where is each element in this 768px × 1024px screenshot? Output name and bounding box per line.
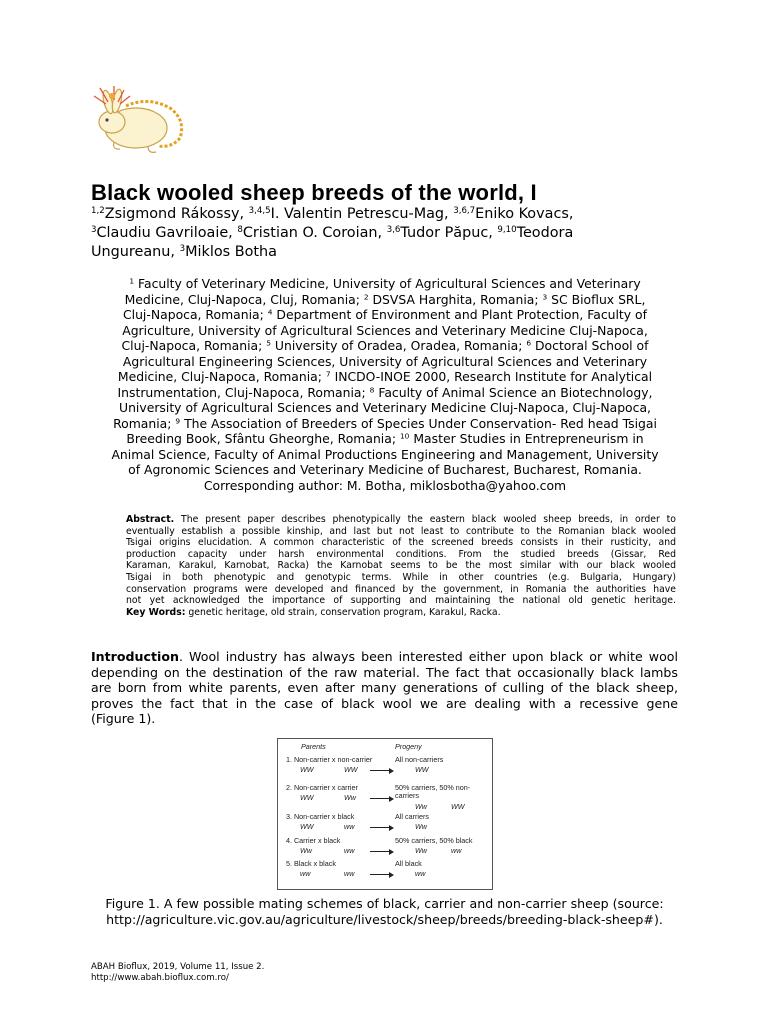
text-run: Medicine, Cluj-Napoca, Romania; [117,369,326,384]
abstract-text: conservation programs were developed and financed by the government, in Romania the authorities have [126,583,676,595]
figure-genotype: Ww [415,822,427,831]
arrow-right-icon [370,874,392,875]
abstract-text: production capacity under harsh environmental conditions. From the studied breeds (Gissar, Red [126,548,676,560]
text-run: Romania; [113,415,176,431]
author-list [91,205,681,262]
text-run: Miklos Botha [185,244,277,260]
text-run: University of Agricultural Sciences and Veterinary Medicine Cluj-Napoca, Cluj-Napoca, [119,400,651,415]
abstract-text: Karaman, Karakul, Karnobat, Racka) the Karnobat seems to be the most similar with our black wooled [126,560,676,572]
figure-progeny: 50% carriers, 50% black [395,836,473,845]
affiliation-line [92,385,678,401]
abstract-text: The present paper describes phenotypically the eastern black wooled sheep breeds, in order to [174,514,676,525]
paper-title: Black wooled sheep breeds of the world, I [91,180,537,205]
text-run: Cristian O. Coroian, [242,225,387,241]
abstract-line [126,572,676,584]
figure-header-progeny: Progeny [395,742,422,751]
text-run: Master Studies in Entrepreneurism in [409,431,644,446]
text-run: SC Bioflux SRL, [547,291,646,307]
text-run: Teodora [516,225,574,241]
figure-progeny: 50% carriers, 50% non- [395,783,471,792]
keywords-text: genetic heritage, old strain, conservation program, Karakul, Racka. [185,606,501,618]
affiliation-line [92,354,678,370]
text-run: Claudiu Gavriloaie, [96,225,238,241]
abstract [126,514,676,618]
text-run: of Agronomic Sciences and Veterinary Medicine of Bucharest, Bucharest, Romania. [128,462,642,477]
text-run: Medicine, Cluj-Napoca, Cluj, Romania; [124,291,364,307]
figure-genotype: Ww [344,793,356,802]
figure-genotype: ww [344,869,355,878]
figure-cross: 3. Non-carrier x black [286,812,355,821]
superscript-marker: 3 [542,292,548,302]
figure-progeny: carriers [395,791,419,800]
affiliation-line [92,276,678,292]
text-run: I. Valentin Petrescu-Mag, [270,206,454,222]
intro-line [91,649,678,665]
text-run: Faculty of Veterinary Medicine, University of Agricultural Sciences and Veterinary [134,276,641,291]
superscript-marker: 3,6 [386,224,401,235]
text-run: Faculty of Animal Science an Biotechnology, [374,384,653,400]
figure-genotype: ww [300,869,311,878]
abstract-line [126,526,676,538]
intro-text: depending on the destination of the raw material. The fact that occasionally black lambs [91,664,678,680]
superscript-marker: 5 [266,338,271,348]
figure-cross: 2. Non-carrier x carrier [286,783,358,792]
affiliation-line [92,307,678,323]
abstract-text: not yet acknowledged the importance of supporting and maintaining the national old genetic heritage. [126,595,676,607]
caption-line: http://agriculture.vic.gov.au/agriculture/livestock/sheep/breeds/breeding-black-sheep#). [106,912,663,927]
intro-line [91,696,678,712]
affiliation-line [92,338,678,354]
superscript-marker: 7 [325,369,331,379]
affiliation-line [92,292,678,308]
figure-genotype: Ww [415,846,427,855]
abstract-line [126,514,676,526]
figure-mating-schemes [277,738,493,890]
footer-url[interactable]: http://www.abah.bioflux.com.ro/ [91,972,229,983]
superscript-marker: 3 [91,224,97,235]
page-footer [91,962,491,983]
intro-text: proves the fact that in the case of black wool we are dealing with a recessive gene [91,695,678,711]
text-run: Cluj-Napoca, Romania; [121,338,267,353]
text-run: Agriculture, University of Agricultural Sciences and Veterinary Medicine Cluj-Napoca, [122,322,648,338]
intro-line [91,711,678,727]
abstract-text: Tsigai in both phenotypic and genotypic terms. While in other countries (e.g. Bulgaria, Hungary) [126,571,676,583]
abstract-line [126,584,676,596]
superscript-marker: 4 [267,307,273,317]
figure-cross: 4. Carrier x black [286,836,341,845]
keywords-line [126,607,676,619]
intro-text: . Wool industry has always been interested either upon black or white wool [178,649,678,664]
figure-genotype: ww [415,869,426,878]
text-run: University of Oradea, Oradea, Romania; [270,338,527,353]
affiliation-line [92,478,678,494]
figure-cross: 1. Non-carrier x non-carrier [286,755,373,764]
figure-genotype: Ww [415,802,427,811]
figure-genotype: WW [344,765,358,774]
text-run: Instrumentation, Cluj-Napoca, Romania; [117,384,370,400]
affiliation-line [92,323,678,339]
figure-genotype: WW [451,802,465,811]
text-run: Animal Science, Faculty of Animal Productions Engineering and Management, University [111,446,659,462]
superscript-marker: 8 [369,385,375,395]
figure-progeny: All carriers [395,812,429,821]
superscript-marker: 9 [175,416,181,426]
affiliation-line [92,369,678,385]
figure-progeny: All non-carriers [395,755,444,764]
superscript-marker: 8 [237,224,243,235]
text-run: The Association of Breeders of Species Under Conservation- Red head Tsigai [180,415,657,431]
superscript-marker: 2 [363,292,369,302]
figure-genotype: Ww [300,846,312,855]
abstract-line [126,560,676,572]
arrow-right-icon [370,798,392,799]
caption-line: Figure 1. A few possible mating schemes of black, carrier and non-carrier sheep (source: [105,896,664,911]
superscript-marker: 3 [179,243,186,254]
text-run: Zsigmond Rákossy, [104,206,249,222]
abstract-line [126,549,676,561]
affiliation-line [92,416,678,432]
text-run: INCDO-INOE 2000, Research Institute for Analytical [330,369,653,384]
figure-genotype: ww [344,846,355,855]
superscript-marker: 10 [399,431,410,441]
rabbit-logo-icon [86,82,198,162]
superscript-marker: 1 [129,276,135,286]
superscript-marker: 9,10 [497,224,517,235]
figure-genotype: WW [415,765,429,774]
figure-header-parents: Parents [301,742,326,751]
author-line [91,243,681,262]
intro-line [91,665,678,681]
arrow-right-icon [370,827,392,828]
text-run: Breeding Book, Sfântu Gheorghe, Romania; [126,431,400,446]
figure-progeny: All black [395,859,422,868]
figure-cross: 5. Black x black [286,859,336,868]
superscript-marker: 6 [526,338,532,348]
intro-text: are born from white parents, even after many generations of culling of the black sheep, [91,680,678,696]
figure-genotype: WW [300,822,314,831]
superscript-marker: 3,4,5 [248,205,271,216]
figure-genotype: ww [451,846,462,855]
affiliations [92,276,678,493]
abstract-label: Abstract. [126,514,175,525]
text-run: Eniko Kovacs, [475,206,574,222]
intro-label: Introduction [91,649,179,664]
affiliation-line [92,400,678,416]
text-run: Ungureanu, [91,244,180,260]
text-run: Cluj-Napoca, Romania; [122,307,268,322]
figure-caption [91,896,678,928]
text-run: DSVSA Harghita, Romania; [368,291,543,307]
figure-genotype: WW [300,793,314,802]
text-run: Department of Environment and Plant Protection, Faculty of [272,307,647,322]
text-run: Tudor Păpuc, [400,225,498,241]
text-run: Agricultural Engineering Sciences, University of Agricultural Sciences and Veterinary [122,353,648,369]
abstract-line [126,537,676,549]
text-run: Doctoral School of [531,338,649,353]
arrow-right-icon [370,851,392,852]
author-line [91,205,681,224]
superscript-marker: 1,2 [91,205,105,216]
intro-line [91,680,678,696]
keywords-label: Key Words: [126,606,186,618]
text-run: Corresponding author: M. Botha, miklosbotha@yahoo.com [203,477,567,493]
arrow-right-icon [370,770,392,771]
author-line [91,224,681,243]
affiliation-line [92,431,678,447]
footer-citation: ABAH Bioflux, 2019, Volume 11, Issue 2. [91,962,265,972]
abstract-text: eventually establish a possible kinship, and last but not least to contribute to the Romanian black wooled [126,525,676,537]
intro-text: (Figure 1). [91,711,156,727]
abstract-line [126,595,676,607]
figure-genotype: WW [300,765,314,774]
introduction-paragraph [91,649,678,727]
abstract-text: Tsigai origins elucidation. A common characteristic of the screened breeds consists in their rusticity, and [126,537,676,549]
affiliation-line [92,462,678,478]
figure-genotype: ww [344,822,355,831]
superscript-marker: 3,6,7 [453,205,476,216]
affiliation-line [92,447,678,463]
